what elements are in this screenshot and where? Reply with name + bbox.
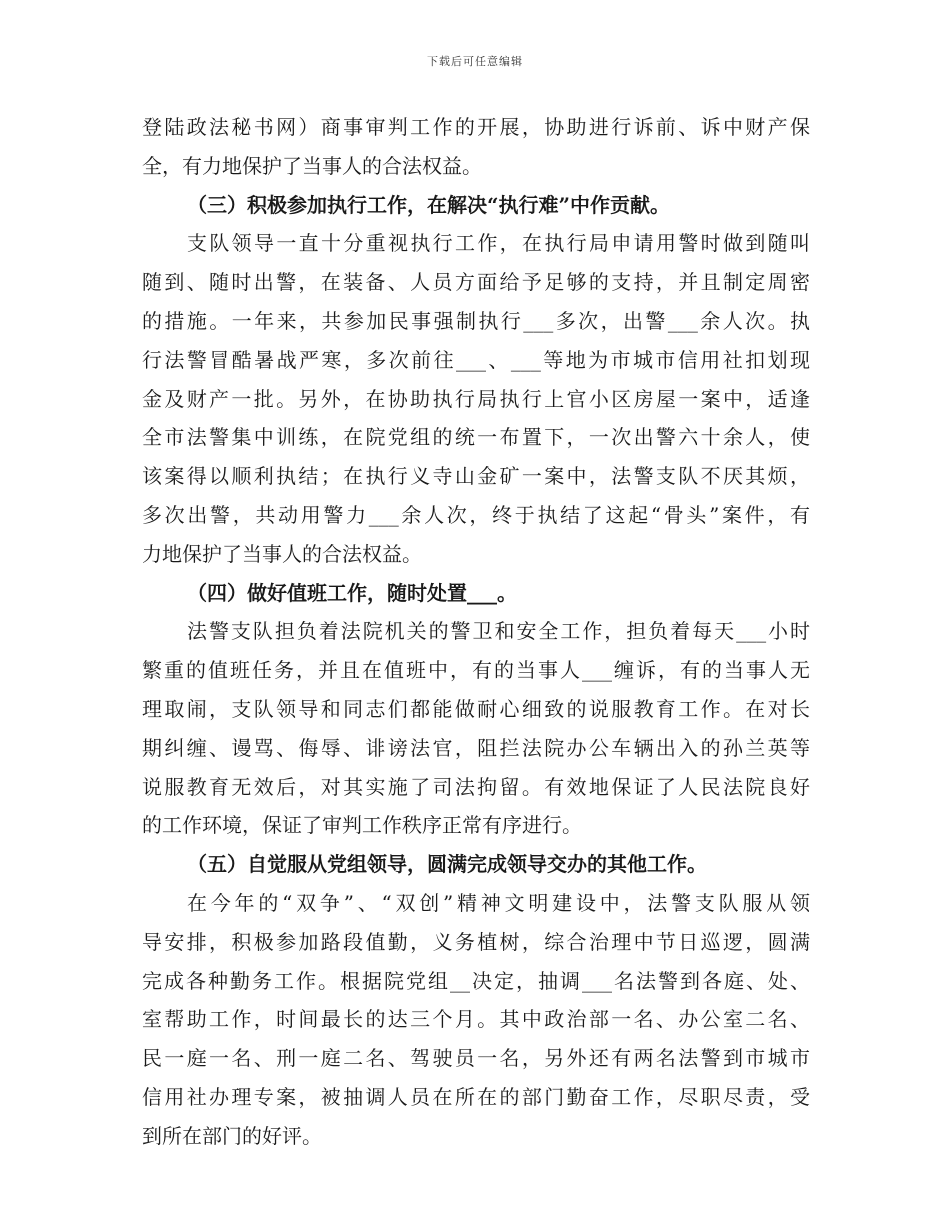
paragraph-line: 说服教育无效后，对其实施了司法拘留。有效地保证了人民法院良好 bbox=[142, 774, 810, 799]
paragraph-line: 法警支队担负着法院机关的警卫和安全工作，担负着每天___小时 bbox=[187, 619, 810, 644]
paragraph-line: 在今年的“双争”、“双创”精神文明建设中，法警支队服从领 bbox=[187, 890, 810, 915]
section-heading: （五）自觉服从党组领导，圆满完成领导交办的其他工作。 bbox=[187, 852, 707, 877]
paragraph-line: 民一庭一名、刑一庭二名、驾驶员一名，另外还有两名法警到市城市 bbox=[142, 1046, 810, 1071]
paragraph-line: 支队领导一直十分重视执行工作，在执行局申请用警时做到随叫 bbox=[187, 231, 810, 256]
paragraph-line: 金及财产一批。另外，在协助执行局执行上官小区房屋一案中，适逢 bbox=[142, 386, 810, 411]
paragraph-line: 的工作环境，保证了审判工作秩序正常有序进行。 bbox=[142, 813, 582, 838]
paragraph-line: 随到、随时出警，在装备、人员方面给予足够的支持，并且制定周密 bbox=[142, 270, 810, 295]
section-heading: （四）做好值班工作，随时处置___。 bbox=[187, 580, 517, 605]
paragraph-line: 全市法警集中训练，在院党组的统一布置下，一次出警六十余人，使 bbox=[142, 425, 810, 450]
paragraph-line: 导安排，积极参加路段值勤，义务植树，综合治理中节日巡逻，圆满 bbox=[142, 929, 810, 954]
document-body bbox=[142, 108, 810, 1156]
page-header: 下载后可任意编辑 bbox=[427, 55, 523, 68]
paragraph-line: 行法警冒酷暑战严寒，多次前往___、___等地为市城市信用社扣划现 bbox=[142, 347, 810, 372]
paragraph-line: 力地保护了当事人的合法权益。 bbox=[142, 541, 422, 566]
paragraph-line: 信用社办理专案，被抽调人员在所在的部门勤奋工作，尽职尽责，受 bbox=[142, 1084, 810, 1109]
paragraph-line: 全，有力地保护了当事人的合法权益。 bbox=[142, 153, 482, 178]
paragraph-line: 繁重的值班任务，并且在值班中，有的当事人___缠诉，有的当事人无 bbox=[142, 658, 810, 683]
paragraph-line: 该案得以顺利执结；在执行义寺山金矿一案中，法警支队不厌其烦， bbox=[142, 464, 810, 489]
paragraph-line: 登陆政法秘书网）商事审判工作的开展，协助进行诉前、诉中财产保 bbox=[142, 115, 810, 139]
paragraph-line: 理取闹，支队领导和同志们都能做耐心细致的说服教育工作。在对长 bbox=[142, 696, 810, 721]
paragraph-line: 室帮助工作，时间最长的达三个月。其中政治部一名、办公室二名、 bbox=[142, 1007, 810, 1032]
paragraph-line: 的措施。一年来，共参加民事强制执行___多次，出警___余人次。执 bbox=[142, 308, 810, 333]
paragraph-line: 到所在部门的好评。 bbox=[142, 1123, 322, 1148]
paragraph-line: 多次出警，共动用警力___余人次，终于执结了这起“骨头”案件，有 bbox=[142, 502, 810, 527]
paragraph-line: 期纠缠、谩骂、侮辱、诽谤法官，阻拦法院办公车辆出入的孙兰英等 bbox=[142, 735, 810, 760]
section-heading: （三）积极参加执行工作，在解决“执行难”中作贡献。 bbox=[187, 192, 671, 217]
paragraph-line: 完成各种勤务工作。根据院党组__决定，抽调___名法警到各庭、处、 bbox=[142, 968, 810, 993]
